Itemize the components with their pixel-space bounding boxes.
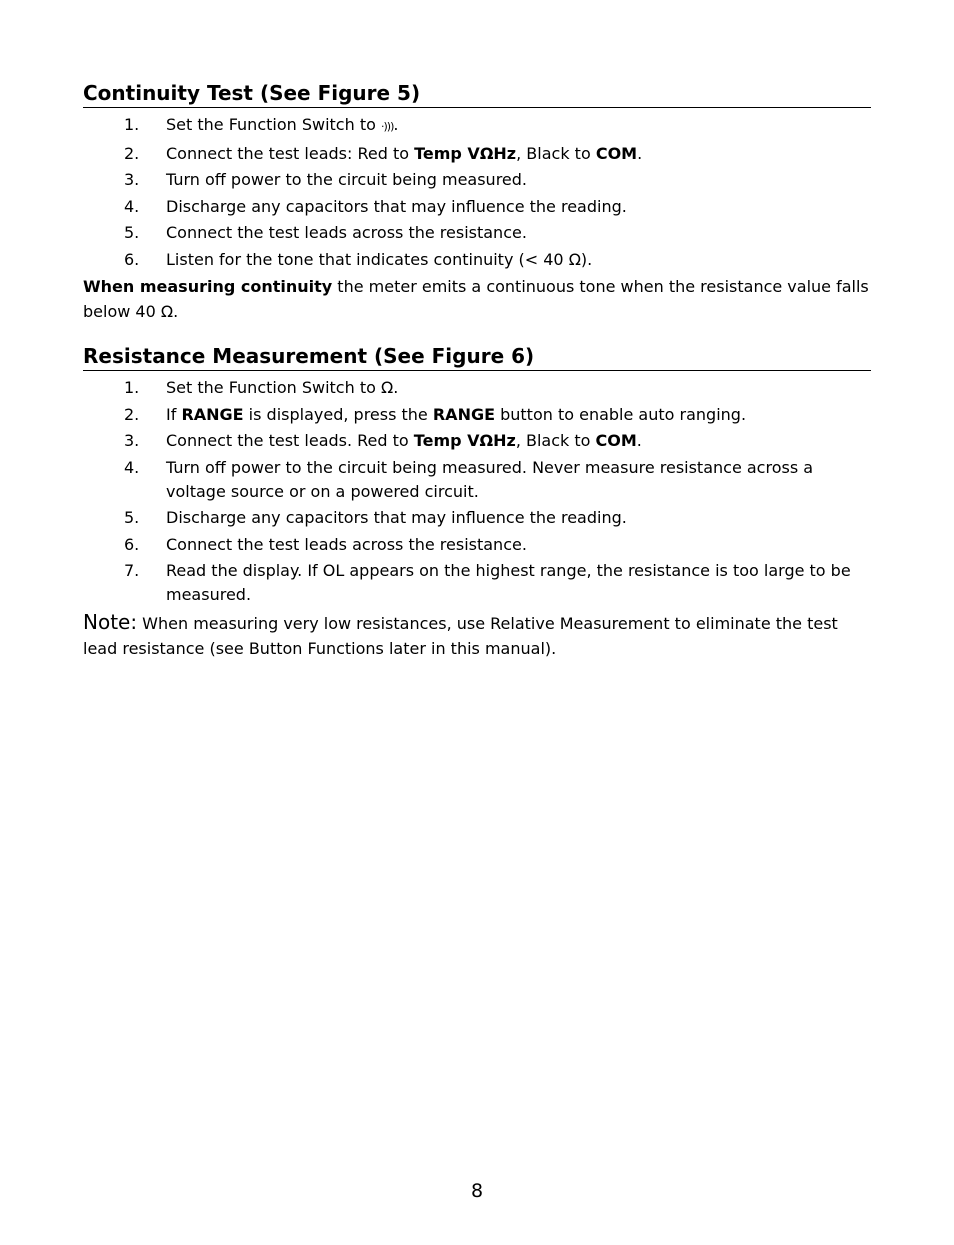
step-number: 1. (124, 115, 140, 134)
step-number: 4. (124, 196, 140, 216)
step-number: 5. (124, 508, 140, 527)
list-item: 2. If RANGE is displayed, press the RANGE button to enable auto ranging. (83, 403, 871, 427)
step-number: 4. (124, 457, 140, 477)
list-item: 6. Connect the test leads across the resistance. (83, 533, 871, 557)
step-number: 3. (124, 170, 140, 189)
continuity-icon: ·))) (380, 120, 394, 133)
list-item: 4. Discharge any capacitors that may influence the reading. (83, 195, 871, 219)
note-label: Note: (83, 609, 138, 634)
continuity-section (83, 80, 871, 324)
resistance-title: Resistance Measurement (See Figure 6) (83, 343, 871, 371)
list-item: 3. Connect the test leads. Red to Temp VΩHz, Black to COM. (83, 429, 871, 453)
step-number: 6. (124, 249, 140, 269)
list-item: 6. Listen for the tone that indicates continuity (< 40 Ω). (83, 248, 871, 272)
list-item: 1. Set the Function Switch to ·))). (83, 113, 871, 139)
step-number: 6. (124, 534, 140, 554)
list-item: 7. Read the display. If OL appears on the highest range, the resistance is too large to be measured. (124, 561, 851, 604)
step-number: 2. (124, 143, 140, 163)
step-number: 1. (124, 378, 140, 397)
list-item: 1. Set the Function Switch to Ω. (83, 376, 871, 400)
page-number: 8 (470, 1180, 484, 1202)
step-number: 5. (124, 223, 140, 242)
step-number: 7. (124, 561, 140, 580)
list-item: 5. Discharge any capacitors that may influence the reading. (83, 506, 871, 530)
manual-page (83, 80, 871, 661)
resistance-section (83, 343, 871, 661)
continuity-title: Continuity Test (See Figure 5) (83, 80, 871, 108)
continuity-note: When measuring continuity the meter emits a continuous tone when the resistance value falls below 40 Ω. (83, 277, 869, 321)
resistance-note: Note: When measuring very low resistances, use Relative Measurement to eliminate the test lead resistance (see Button Functions later in this manual). (83, 609, 838, 658)
list-item: 5. Connect the test leads across the resistance. (83, 221, 871, 245)
step-number: 3. (124, 431, 140, 450)
continuity-steps (83, 113, 871, 272)
step-number: 2. (124, 404, 140, 424)
list-item: 4. Turn off power to the circuit being measured. Never measure resistance across a voltage source or on a powered circuit. (124, 457, 814, 501)
list-item: 3. Turn off power to the circuit being measured. (83, 168, 871, 192)
resistance-steps (83, 376, 871, 607)
list-item: 2. Connect the test leads: Red to Temp VΩHz, Black to COM. (83, 142, 871, 166)
